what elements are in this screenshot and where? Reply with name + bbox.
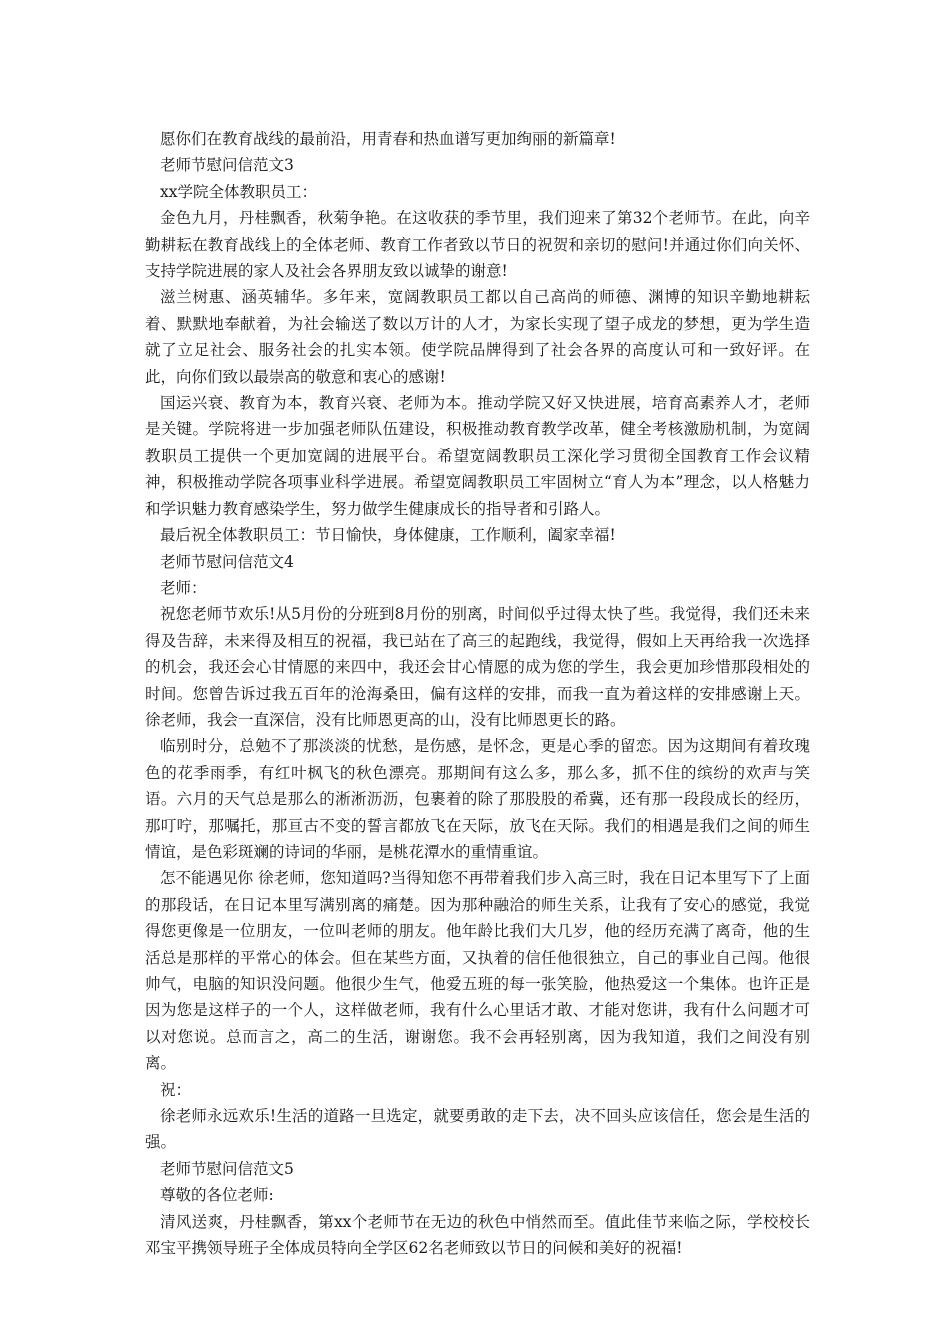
paragraph: 金色九月，丹桂飘香，秋菊争艳。在这收获的季节里，我们迎来了第32个老师节。在此，向辛勤耕耘在教育战线上的全体老师、教育工作者致以节日的祝贺和亲切的慰问!并通过你们向关怀、支持学院进展的家人及社会各界朋友致以诚挚的谢意! [145, 209, 810, 281]
salutation: 尊敬的各位老师: [160, 1186, 274, 1205]
paragraph: 怎不能遇见你 徐老师，您知道吗?当得知您不再带着我们步入高三时，我在日记本里写下了上面的那段话，在日记本里写满别离的痛楚。因为那种融洽的师生关系，让我有了安心的感觉，我觉得您更像是一位朋友，一位叫老师的朋友。他年龄比我们大几岁，他的经历充满了离奇，他的生活总是那样的平常心的体会。但在某些方面，又执着的信任他很独立，自己的事业自己闯。他很帅气，电脑的知识没问题。他很少生气，他爱五班的每一张笑脸，他热爱这一个集体。也许正是因为您是这样子的一个人，这样做老师，我有什么心里话才敢、才能对您讲，我有什么问题才可以对您说。总而言之，高二的生活，谢谢您。我不会再轻别离，因为我知道，我们之间没有别离。 [145, 869, 810, 1073]
paragraph: 最后祝全体教职员工：节日愉快，身体健康，工作顺利，阖家幸福! [160, 526, 616, 545]
section-heading: 老师节慰问信范文3 [160, 156, 294, 175]
salutation: xx学院全体教职员工： [160, 182, 317, 201]
paragraph: 临别时分，总勉不了那淡淡的忧愁，是伤感，是怀念，更是心季的留恋。因为这期间有着玫瑰色的花季雨季，有红叶枫飞的秋色漂亮。那期间有这么多，那么多，抓不住的缤纷的欢声与笑语。六月的天气总是那么的淅淅沥沥，包裹着的除了那股股的希冀，还有那一段段成长的经历，那叮咛，那嘱托，那亘古不变的誓言都放飞在天际，放飞在天际。我们的相遇是我们之间的师生情谊，是色彩斑斓的诗词的华丽，是桃花潭水的重情重谊。 [145, 737, 810, 861]
paragraph: 祝您老师节欢乐!从5月份的分班到8月份的别离，时间似乎过得太快了些。我觉得，我们还未来得及告辞，未来得及相互的祝福，我已站在了高三的起跑线，我觉得，假如上天再给我一次选择的机会，我还会心甘情愿的来四中，我还会甘心情愿的成为您的学生，我会更加珍惜那段相处的时间。您曾告诉过我五百年的沧海桑田，偏有这样的安排，而我一直为着这样的安排感谢上天。徐老师，我会一直深信，没有比师恩更高的山，没有比师恩更长的路。 [145, 605, 810, 729]
paragraph: 国运兴衰、教育为本，教育兴衰、老师为本。推动学院又好又快进展，培育高素养人才，老师是关键。学院将进一步加强老师队伍建设，积极推动教育教学改革，健全考核激励机制，为宽阔教职员工提供一个更加宽阔的进展平台。希望宽阔教职员工深化学习贯彻全国教育工作会议精神，积极推动学院各项事业科学进展。希望宽阔教职员工牢固树立“育人为本”理念，以人格魅力和学识魅力教育感染学生，努力做学生健康成长的指导者和引路人。 [145, 394, 810, 518]
section-heading: 老师节慰问信范文5 [160, 1159, 294, 1178]
paragraph: 滋兰树惠、涵英辅华。多年来，宽阔教职员工都以自己高尚的师德、渊博的知识辛勤地耕耘着、默默地奉献着，为社会输送了数以万计的人才，为家长实现了望子成龙的梦想，更为学生造就了立足社会、服务社会的扎实本领。使学院品牌得到了社会各界的高度认可和一致好评。在此，向你们致以最崇高的敬意和衷心的感谢! [145, 288, 810, 386]
paragraph: 徐老师永远欢乐!生活的道路一旦选定，就要勇敢的走下去，决不回头应该信任，您会是生活的强。 [145, 1107, 810, 1152]
salutation: 老师： [160, 578, 207, 597]
section-heading: 老师节慰问信范文4 [160, 552, 294, 571]
paragraph: 愿你们在教育战线的最前沿，用青春和热血谱写更加绚丽的新篇章! [160, 130, 616, 148]
paragraph: 清风送爽，丹桂飘香，第xx个老师节在无边的秋色中悄然而至。值此佳节来临之际，学校校长邓宝平携领导班子全体成员特向全学区62名老师致以节日的问候和美好的祝福! [145, 1212, 810, 1258]
closing-label: 祝： [160, 1080, 192, 1099]
